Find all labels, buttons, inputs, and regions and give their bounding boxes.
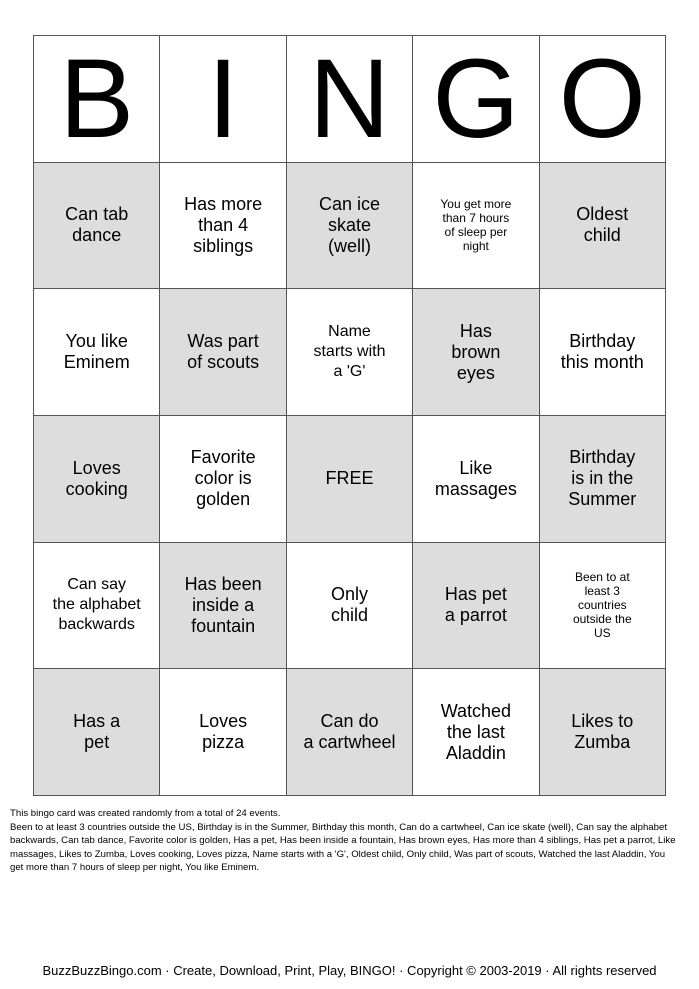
bingo-square-line: least 3 xyxy=(584,584,620,599)
bingo-square-line: Summer xyxy=(568,489,637,510)
bingo-square-text xyxy=(451,321,500,384)
bingo-square-line: the last xyxy=(446,721,505,742)
bingo-square xyxy=(34,543,160,670)
bingo-square xyxy=(540,543,666,670)
bingo-square xyxy=(160,289,286,416)
bingo-square-text xyxy=(325,468,373,489)
bingo-square-line: dance xyxy=(72,225,122,246)
bingo-square-line: than 4 xyxy=(198,214,249,235)
bingo-square-line: Aladdin xyxy=(445,742,506,763)
bingo-square xyxy=(287,416,413,543)
bingo-square-line: child xyxy=(330,605,368,626)
bingo-square-text xyxy=(441,701,511,764)
bingo-square-line: skate xyxy=(327,214,371,235)
bingo-square xyxy=(413,543,539,670)
bingo-square-text xyxy=(191,447,256,510)
bingo-square xyxy=(540,163,666,290)
bingo-square-line: fountain xyxy=(191,615,256,636)
bingo-square xyxy=(34,163,160,290)
bingo-square-line: a cartwheel xyxy=(303,732,396,753)
bingo-square xyxy=(413,163,539,290)
bingo-square-text xyxy=(573,570,632,640)
bingo-square-line: countries xyxy=(577,598,627,613)
bingo-square xyxy=(287,543,413,670)
bingo-square-line: night xyxy=(462,239,489,254)
bingo-square-line: Can do xyxy=(320,711,379,732)
bingo-square-line: Can tab xyxy=(65,204,129,225)
bingo-square-line: Zumba xyxy=(574,732,631,753)
bingo-square-line: pizza xyxy=(202,732,245,753)
caption-event-list: Been to at least 3 countries outside the US, Birthday is in the Summer, Birthday this month, Can do a cartwheel, Can ice skate (well), Can say the alphabet backwards, Can tab dance, Favorite color is golden, Has a pet, Has been inside a fountain, Has brown eyes, Has more than 4 siblings, Has pet a parrot, Like massages, Likes to Zumba, Loves cooking, Loves pizza, Name starts with a 'G', Oldest child, Only child, Was part of scouts, Watched the last Aladdin, You get more than 7 hours of sleep per night, You like Eminem. xyxy=(10,821,676,874)
bingo-square-line: siblings xyxy=(193,235,254,256)
bingo-square-text xyxy=(313,322,385,382)
bingo-square-line: the alphabet xyxy=(52,596,141,614)
bingo-square xyxy=(413,669,539,796)
bingo-square-line: is in the xyxy=(571,468,634,489)
bingo-square xyxy=(287,669,413,796)
bingo-square-text xyxy=(65,204,128,246)
bingo-square-line: Has pet xyxy=(444,584,507,605)
header-letter-o: O xyxy=(540,36,666,163)
bingo-square-line: a parrot xyxy=(444,605,507,626)
bingo-square xyxy=(160,416,286,543)
bingo-square-line: Favorite xyxy=(190,447,256,468)
bingo-square-line: Loves xyxy=(72,457,121,478)
bingo-square xyxy=(160,669,286,796)
header-letter-n: N xyxy=(287,36,413,163)
bingo-square-line: color is xyxy=(194,468,252,489)
bingo-card xyxy=(33,35,666,796)
bingo-square xyxy=(413,416,539,543)
bingo-square-line: of sleep per xyxy=(444,225,508,240)
bingo-square-line: Name xyxy=(328,323,371,341)
bingo-square xyxy=(34,669,160,796)
bingo-square-text xyxy=(184,194,262,257)
bingo-square-line: Can ice xyxy=(318,193,380,214)
bingo-square-line: You like xyxy=(65,331,128,352)
bingo-square-line: a 'G' xyxy=(333,363,366,381)
bingo-square-line: cooking xyxy=(65,478,128,499)
bingo-square-text xyxy=(66,458,128,500)
bingo-square-text xyxy=(53,575,141,635)
bingo-square xyxy=(34,416,160,543)
bingo-square xyxy=(160,163,286,290)
bingo-square-line: Can say xyxy=(67,576,127,594)
bingo-square-text xyxy=(73,711,120,753)
bingo-square-text xyxy=(445,584,507,626)
footer-copyright: BuzzBuzzBingo.com · Create, Download, Print, Play, BINGO! · Copyright © 2003-2019 · All rights reserved xyxy=(42,963,657,978)
bingo-square-text xyxy=(199,711,247,753)
bingo-square-line: Birthday xyxy=(569,331,636,352)
bingo-square-line: golden xyxy=(196,489,251,510)
bingo-square-text xyxy=(571,711,633,753)
bingo-square xyxy=(160,543,286,670)
header-letter-b: B xyxy=(34,36,160,163)
bingo-square-text xyxy=(576,204,628,246)
caption-intro: This bingo card was created randomly from a total of 24 events. xyxy=(10,808,281,819)
bingo-square-text xyxy=(435,458,517,500)
bingo-square-text xyxy=(319,194,380,257)
bingo-square-line: starts with xyxy=(313,343,386,361)
bingo-square-line: Has a xyxy=(73,711,121,732)
bingo-square-line: massages xyxy=(434,478,517,499)
bingo-square-text xyxy=(331,584,368,626)
bingo-square-text xyxy=(568,447,636,510)
bingo-square-line: You get more xyxy=(440,197,512,212)
bingo-square-line: of scouts xyxy=(187,352,260,373)
bingo-square-line: than 7 hours xyxy=(442,211,510,226)
bingo-square-line: Has more xyxy=(184,193,263,214)
bingo-square xyxy=(540,289,666,416)
bingo-square xyxy=(413,289,539,416)
bingo-square-line: Was part xyxy=(187,331,259,352)
bingo-square-line: brown xyxy=(451,341,501,362)
header-letter-i: I xyxy=(160,36,286,163)
bingo-square-line: Loves xyxy=(199,711,248,732)
bingo-square-line: Like xyxy=(459,457,493,478)
bingo-square-text xyxy=(440,197,511,253)
bingo-square-text xyxy=(64,331,130,373)
bingo-square xyxy=(287,163,413,290)
bingo-square-line: Has xyxy=(459,320,492,341)
bingo-square xyxy=(540,669,666,796)
bingo-square xyxy=(287,289,413,416)
bingo-square-line: US xyxy=(593,626,611,641)
bingo-square-line: FREE xyxy=(325,468,374,489)
bingo-square-text xyxy=(187,331,259,373)
bingo-square-line: Watched xyxy=(440,700,512,721)
bingo-square-line: Likes to xyxy=(571,711,634,732)
bingo-square xyxy=(540,416,666,543)
bingo-square-line: child xyxy=(583,225,621,246)
bingo-square-line: backwards xyxy=(58,616,135,634)
bingo-square-line: Oldest xyxy=(576,204,629,225)
header-letter-g: G xyxy=(413,36,539,163)
bingo-square-text xyxy=(303,711,395,753)
bingo-square-line: pet xyxy=(84,732,110,753)
card-caption xyxy=(10,807,680,875)
bingo-square-text xyxy=(185,574,262,637)
bingo-square-line: eyes xyxy=(456,362,495,383)
bingo-square-line: Only xyxy=(330,584,368,605)
bingo-square-line: outside the xyxy=(572,612,632,627)
bingo-square-line: this month xyxy=(560,352,644,373)
bingo-square-line: inside a xyxy=(192,594,255,615)
bingo-square-line: Birthday xyxy=(569,447,636,468)
bingo-square-line: Been to at xyxy=(574,570,630,585)
bingo-square-text xyxy=(561,331,644,373)
bingo-square-line: Has been xyxy=(184,573,262,594)
bingo-square xyxy=(34,289,160,416)
bingo-square-line: Eminem xyxy=(63,352,130,373)
bingo-square-line: (well) xyxy=(327,235,371,256)
